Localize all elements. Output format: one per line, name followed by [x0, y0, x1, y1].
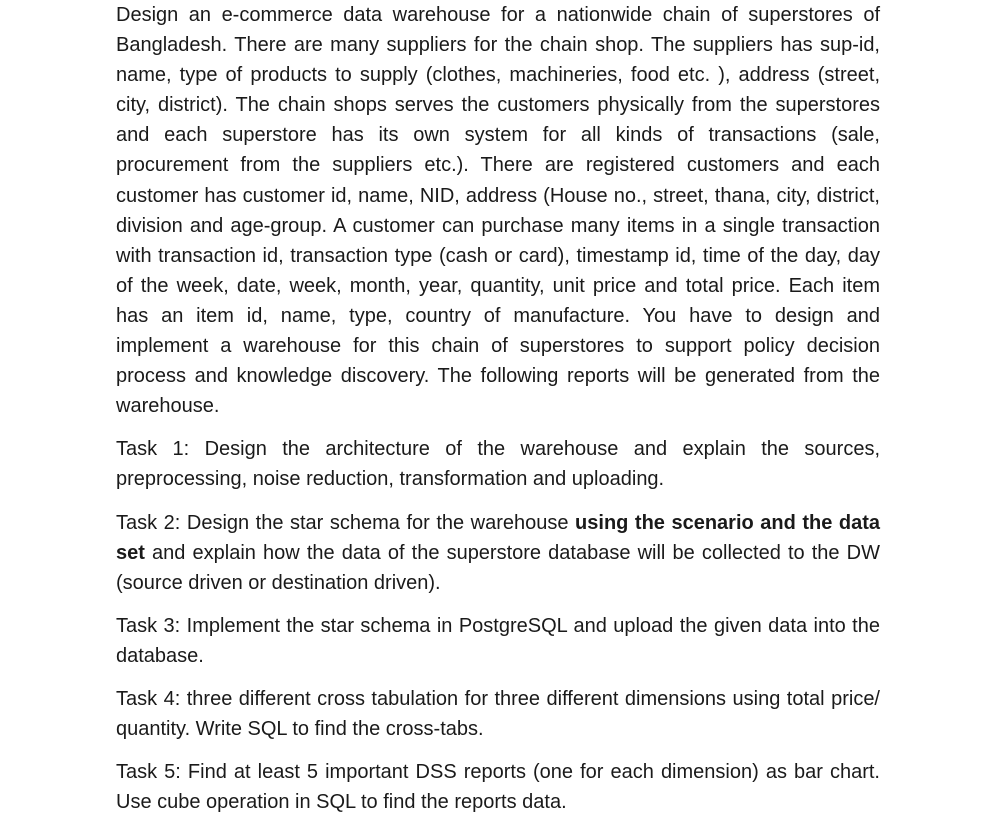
- task-2-text-end: and explain how the data of the superstore database will be collected to the DW (source driven or destination driven).: [116, 541, 880, 594]
- task-2-bold-text: using the scenario and the data set: [116, 511, 880, 564]
- intro-paragraph: Design an e-commerce data warehouse for a nationwide chain of superstores of Bangladesh. There are many suppliers for the chain shop. The suppliers has sup-id, name, type of products to supply (clothes, machineries, food etc. ), address (street, city, district). The chain shops serves the customers physically from the superstores and each superstore has its own system for all kinds of transactions (sale, procurement from the suppliers etc.). There are registered customers and each customer has customer id, name, NID, address (House no., street, thana, city, district, division and age-group. A customer can purchase many items in a single transaction with transaction id, transaction type (cash or card), timestamp id, time of the day, day of the week, date, week, month, year, quantity, unit price and total price. Each item has an item id, name, type, country of manufacture. You have to design and implement a warehouse for this chain of superstores to support policy decision process and knowledge discovery. The following reports will be generated from the warehouse.: [116, 4, 880, 418]
- task-1-paragraph: Task 1: Design the architecture of the warehouse and explain the sources, preprocessing, noise reduction, transformation and uploading.: [116, 438, 880, 491]
- task-2-text-start: Task 2: Design the star schema for the warehouse: [116, 511, 576, 534]
- task-2-paragraph: [116, 508, 880, 598]
- task-3-paragraph: Task 3: Implement the star schema in PostgreSQL and upload the given data into the database.: [116, 614, 880, 667]
- document-page: [116, 0, 880, 817]
- task-5-paragraph: Task 5: Find at least 5 important DSS reports (one for each dimension) as bar chart. Use cube operation in SQL to find the reports data.: [116, 761, 880, 814]
- task-4-paragraph: Task 4: three different cross tabulation for three different dimensions using total price/ quantity. Write SQL to find the cross-tabs.: [116, 687, 880, 741]
